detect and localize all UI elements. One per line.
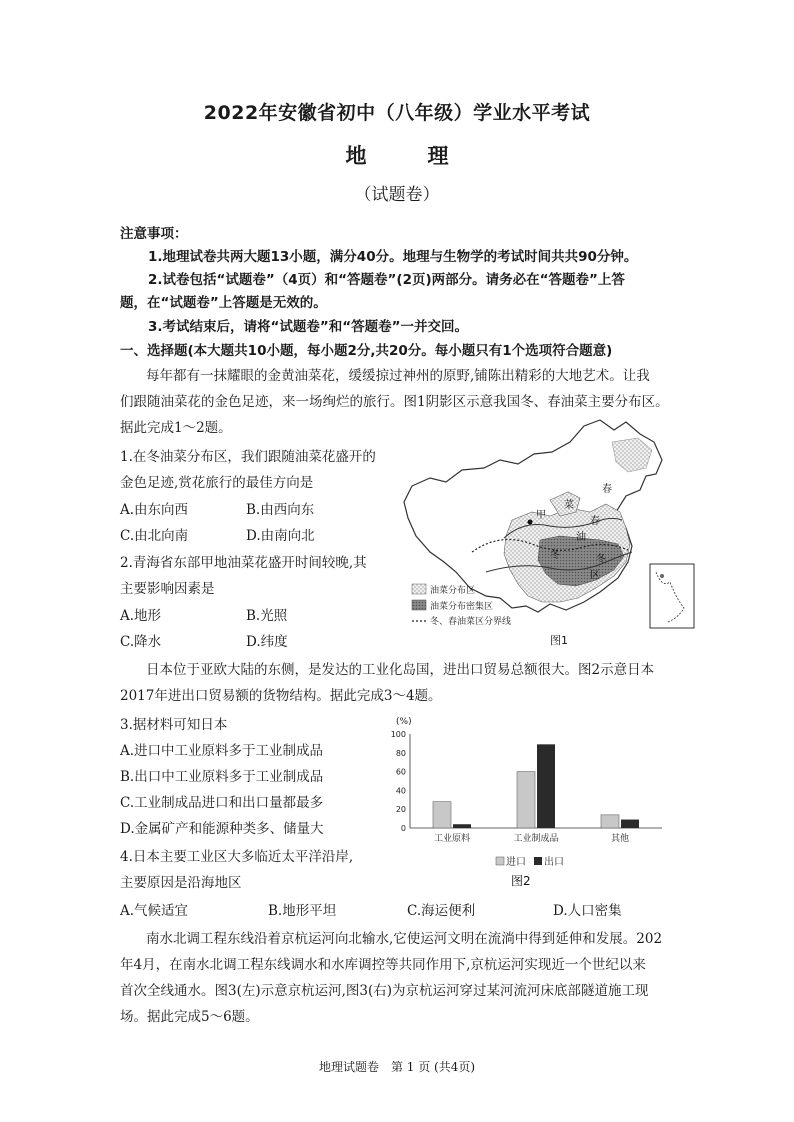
q3-option-a[interactable]: A.进口中工业原料多于工业制成品: [120, 743, 324, 759]
volume-label: （试题卷）: [354, 185, 440, 205]
q2-stem-line2: 主要影响因素是: [120, 581, 215, 597]
q1-option-a[interactable]: A.由东向西: [120, 502, 189, 518]
figure1-caption: 图1: [550, 634, 568, 647]
x-category-label: 其他: [610, 834, 630, 844]
label-cai: 菜: [564, 500, 574, 511]
legend-boundary: 冬、春油菜区分界线: [430, 617, 512, 627]
q4-option-a[interactable]: A.气候适宜: [120, 903, 189, 919]
bar-export-2: [621, 820, 639, 828]
notice-item-1: 1.地理试卷共两大题13小题，满分40分。地理与生物学的考试时间共共90分钟。: [148, 249, 638, 265]
q3-option-d[interactable]: D.金属矿产和能源种类多、储量大: [120, 821, 324, 837]
figure2-caption: 图2: [511, 874, 531, 888]
q3-option-b[interactable]: B.出口中工业原料多于工业制成品: [120, 769, 324, 785]
q1-stem-line2: 金色足迹,赏花旅行的最佳方向是: [120, 475, 314, 491]
chart-ylabel: (%): [396, 717, 412, 727]
passage1-line2: 们跟随油菜花的金色足迹，来一场绚烂的旅行。图1阴影区示意我国冬、春油菜主要分布区。: [120, 394, 669, 410]
passage3-line2: 年4月，在南水北调工程东线调水和水库调控等共同作用下,京杭运河实现近一个世纪以来: [120, 957, 646, 973]
bar-import-0: [433, 802, 451, 828]
q2-option-a[interactable]: A.地形: [120, 608, 162, 624]
passage3-line1: 南水北调工程东线沿着京杭运河向北输水,它使运河文明在流淌中得到延伸和发展。202: [146, 931, 663, 947]
notice-item-2: 2.试卷包括“试题卷”（4页）和“答题卷”(2页)两部分。请务必在“答题卷”上答: [148, 272, 625, 288]
y-tick-label: 100: [390, 730, 406, 739]
q2-stem-line1: 2.青海省东部甲地油菜花盛开时间较晚,其: [120, 555, 367, 571]
point-jia: [528, 520, 533, 525]
q1-stem-line1: 1.在冬油菜分布区，我们跟随油菜花盛开的: [120, 449, 376, 465]
y-tick-label: 60: [395, 767, 406, 777]
y-tick-label: 20: [395, 805, 406, 815]
legend-import-swatch: [496, 857, 504, 865]
figure1-china-map: [400, 412, 700, 650]
legend-swatch-dense: [412, 600, 426, 610]
y-tick-label: 40: [395, 786, 406, 796]
legend-area: 油菜分布区: [430, 586, 476, 596]
q1-option-b[interactable]: B.由西向东: [246, 502, 315, 518]
label-dong: 冬: [550, 550, 560, 561]
notice-item-2-cont: 题，在“试题卷”上答题是无效的。: [120, 295, 327, 311]
section-heading: 一、选择题(本大题共10小题，每小题2分,共20分。每小题只有1个选项符合题意): [120, 343, 613, 359]
page-footer: 地理试题卷 第 1 页 (共4页): [318, 1060, 476, 1074]
exam-title: 2022年安徽省初中（八年级）学业水平考试: [203, 102, 591, 124]
label-dong-2: 冬: [596, 554, 606, 565]
bar-export-0: [453, 824, 471, 828]
passage3-line4: 场。据此完成5～6题。: [120, 1009, 259, 1025]
legend-dense: 油菜分布密集区: [430, 602, 494, 612]
label-you: 油: [576, 532, 586, 543]
bar-import-1: [517, 772, 535, 828]
passage2-line2: 2017年进出口贸易额的货物结构。据此完成3～4题。: [120, 688, 442, 704]
q4-stem-line1: 4.日本主要工业区大多临近太平洋沿岸,: [120, 849, 354, 865]
passage3-line3: 首次全线通水。图3(左)示意京杭运河,图3(右)为京杭运河穿过某河流河床底部隧道施工现: [120, 983, 649, 999]
notice-item-3: 3.考试结束后，请将“试题卷”和“答题卷”一并交回。: [148, 319, 469, 335]
q2-option-d[interactable]: D.纬度: [246, 634, 288, 650]
q4-stem-line2: 主要原因是沿海地区: [120, 875, 242, 891]
figure2-bar-chart: [386, 710, 686, 892]
passage1-line1: 每年都有一抹耀眼的金黄油菜花，缓缓掠过神州的原野,铺陈出精彩的大地艺术。让我: [146, 368, 650, 384]
y-tick-label: 0: [400, 824, 406, 833]
legend-export-swatch: [534, 857, 542, 865]
notice-heading: 注意事项：: [120, 226, 188, 242]
q3-option-c[interactable]: C.工业制成品进口和出口量都最多: [120, 795, 324, 811]
q2-option-c[interactable]: C.降水: [120, 634, 162, 650]
q4-option-c[interactable]: C.海运便利: [407, 903, 476, 919]
label-chun: 春: [602, 484, 612, 495]
subject-title: 地 理: [345, 144, 469, 168]
bar-export-1: [537, 744, 555, 828]
q1-option-c[interactable]: C.由北向南: [120, 528, 189, 544]
legend-export: 出口: [544, 857, 564, 868]
legend-swatch-area: [412, 584, 426, 594]
label-jia: 甲: [536, 510, 546, 521]
label-qu: 区: [590, 570, 600, 581]
q2-option-b[interactable]: B.光照: [246, 608, 288, 624]
legend-import: 进口: [506, 857, 526, 868]
y-tick-label: 80: [395, 748, 406, 758]
q1-option-d[interactable]: D.由南向北: [246, 528, 315, 544]
label-chun-2: 春: [590, 516, 600, 527]
passage2-line1: 日本位于亚欧大陆的东侧，是发达的工业化岛国，进出口贸易总额很大。图2示意日本: [146, 662, 655, 678]
q3-stem: 3.据材料可知日本: [120, 717, 228, 733]
q4-option-b[interactable]: B.地形平坦: [268, 903, 337, 919]
passage1-line3: 据此完成1～2题。: [120, 420, 232, 436]
bar-import-2: [601, 815, 619, 828]
x-category-label: 工业原料: [433, 834, 471, 844]
x-category-label: 工业制成品: [513, 834, 559, 844]
q4-option-d[interactable]: D.人口密集: [553, 903, 622, 919]
